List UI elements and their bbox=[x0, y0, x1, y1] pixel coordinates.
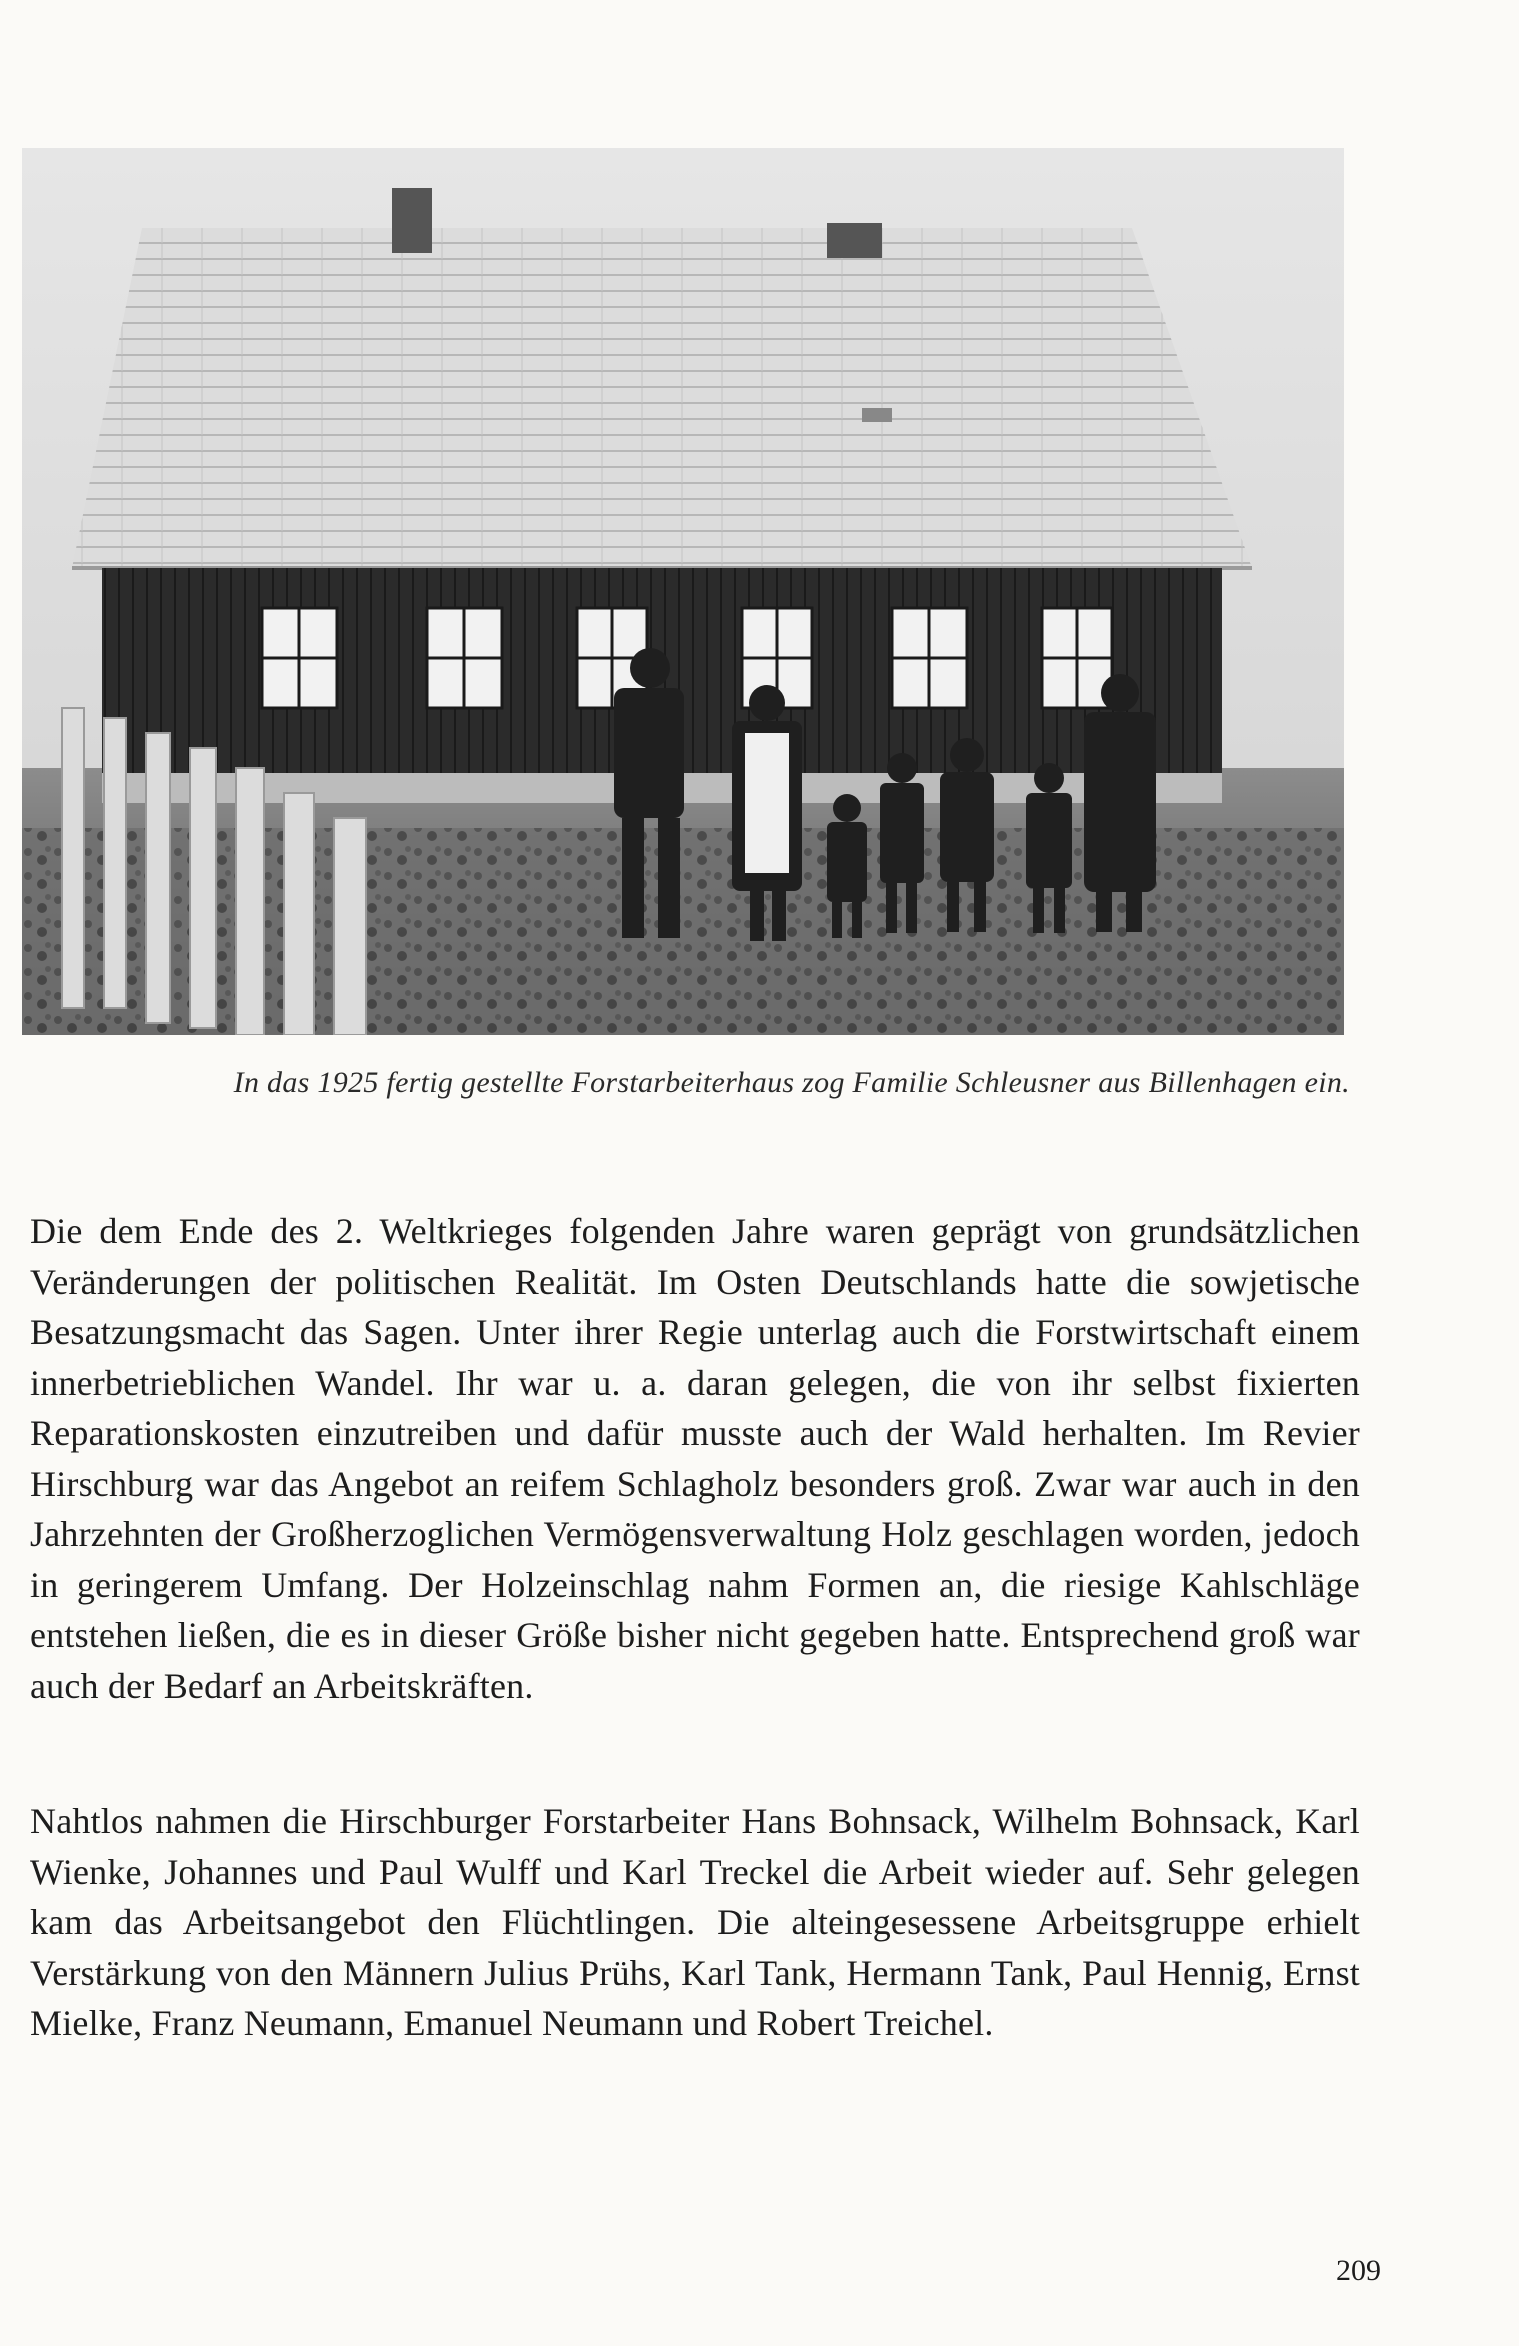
body-paragraph-1: Die dem Ende des 2. Weltkrieges folgenden Jahre waren geprägt von grundsätzlichen Veränderungen der politischen Realität. Im Osten Deutschlands hatte die sowjetische Besatzungsmacht das Sagen. Unter ihrer Regie unterlag auch die Forstwirtschaft einem innerbetrieblichen Wandel. Ihr war u. a. daran gelegen, die von ihr selbst fixierten Reparationskosten einzutreiben und dafür musste auch der Wald herhalten. Im Revier Hirschburg war das Angebot an reifem Schlagholz besonders groß. Zwar war auch in den Jahrzehnten der Großherzoglichen Vermögensverwaltung Holz geschlagen worden, jedoch in geringerem Umfang. Der Holzeinschlag nahm Formen an, die riesige Kahlschläge entstehen ließen, die es in dieser Größe bisher nicht gegeben hatte. Entsprechend groß war auch der Bedarf an Arbeitskräften. bbox=[30, 1211, 1360, 1706]
body-paragraph-2: Nahtlos nahmen die Hirschburger Forstarbeiter Hans Bohnsack, Wilhelm Bohnsack, Karl Wienke, Johannes und Paul Wulff und Karl Treckel die Arbeit wieder auf. Sehr gelegen kam das Arbeitsangebot den Flüchtlingen. Die alteingesessene Arbeitsgruppe erhielt Verstärkung von den Männern Julius Prühs, Karl Tank, Hermann Tank, Paul Hennig, Ernst Mielke, Franz Neumann, Emanuel Neumann und Robert Treichel. bbox=[30, 1801, 1360, 2043]
page-number: 209 bbox=[1336, 2254, 1381, 2287]
house-family-image bbox=[22, 148, 1344, 1035]
historical-photo bbox=[22, 148, 1344, 1035]
photo-caption: In das 1925 fertig gestellte Forstarbeiterhaus zog Familie Schleusner aus Billenhagen ein. bbox=[233, 1066, 1350, 1099]
